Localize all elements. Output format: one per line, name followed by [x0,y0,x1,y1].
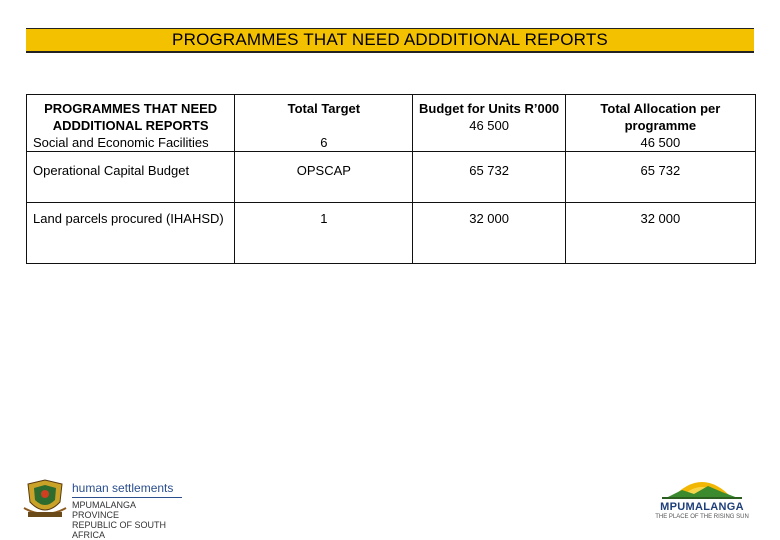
page-title: PROGRAMMES THAT NEED ADDDITIONAL REPORTS [26,28,754,53]
programme-value: Social and Economic Facilities [33,135,209,150]
programme-value: Land parcels procured (IHAHSD) [33,211,224,226]
target-cell [235,203,413,264]
budget-cell [413,203,565,264]
budget-value: 65 732 [469,163,509,178]
left-logo-line1: MPUMALANGA PROVINCE [72,500,136,520]
allocation-value: 46 500 [640,135,681,150]
table-row [27,95,756,152]
programme-value: Operational Capital Budget [33,163,190,178]
allocation-cell [565,152,755,203]
table-row [27,152,756,203]
budget-cell [413,95,565,152]
left-logo-line2: REPUBLIC OF SOUTH AFRICA [72,520,167,540]
programme-cell [27,152,235,203]
budget-value: 46 500 [469,118,509,133]
mpumalanga-logo [652,470,752,526]
column-header-target: Total Target [287,101,361,116]
right-logo-title: MPUMALANGA [660,501,744,513]
rising-sun-icon [652,470,752,500]
table-row [27,203,756,264]
target-value: 1 [320,211,328,226]
target-value: 6 [320,135,328,150]
coat-of-arms-icon [22,478,68,520]
allocation-cell [565,203,755,264]
allocation-value: 65 732 [640,163,681,178]
column-header-budget: Budget for Units R’000 [419,101,560,116]
left-logo-title: human settlements [72,481,174,495]
programme-cell [27,95,235,152]
target-cell [235,95,413,152]
allocation-value: 32 000 [640,211,681,226]
human-settlements-logo [22,478,182,540]
programmes-table [26,94,756,264]
column-header-programme: PROGRAMMES THAT NEED ADDDITIONAL REPORTS [44,101,218,133]
programme-cell [27,203,235,264]
target-cell [235,152,413,203]
allocation-cell [565,95,755,152]
target-value: OPSCAP [296,163,351,178]
budget-cell [413,152,565,203]
column-header-allocation: Total Allocation per programme [600,101,721,133]
budget-value: 32 000 [469,211,509,226]
right-logo-tagline: THE PLACE OF THE RISING SUN [655,514,749,520]
